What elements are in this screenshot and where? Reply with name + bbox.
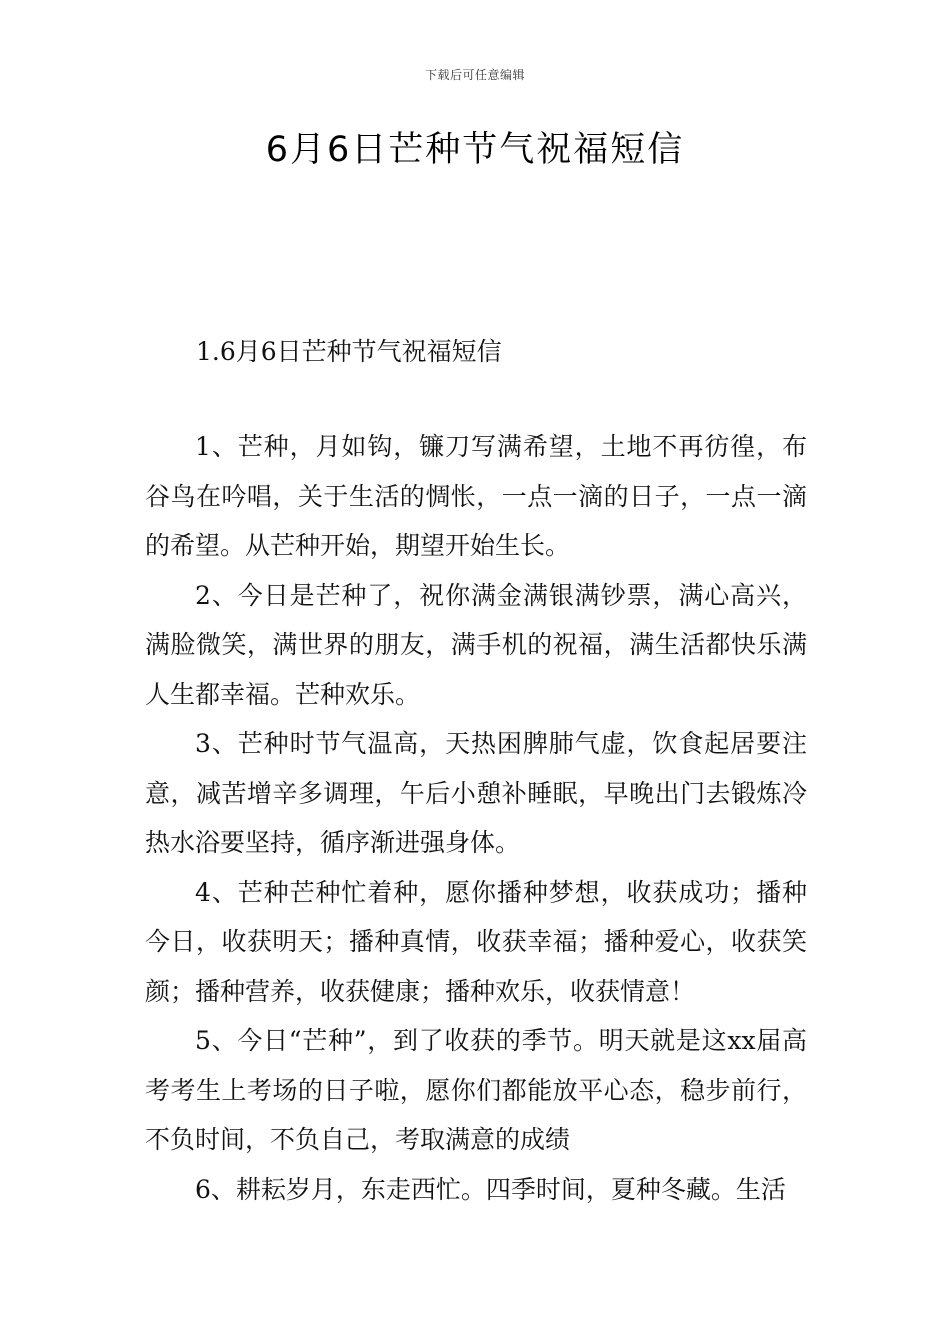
- section-heading: 1.6月6日芒种节气祝福短信: [196, 337, 502, 366]
- paragraph-5: 5、今日“芒种”，到了收获的季节。明天就是这xx届高考考生上考场的日子啦，愿你们都能放平心态，稳步前行，不负时间，不负自己，考取满意的成绩: [145, 1026, 807, 1154]
- paragraph-3: 3、芒种时节气温高，天热困脾肺气虚，饮食起居要注意，减苦增辛多调理，午后小憩补睡眠，早晚出门去锻炼冷热水浴要坚持，循序渐进强身体。: [145, 729, 807, 857]
- body-text: [145, 422, 807, 1214]
- paragraph-4: 4、芒种芒种忙着种，愿你播种梦想，收获成功；播种今日，收获明天；播种真情，收获幸福；播种爱心，收获笑颜；播种营养，收获健康；播种欢乐，收获情意！: [145, 877, 807, 1006]
- header-note: 下载后可任意编辑: [424, 68, 525, 82]
- paragraph-1: 1、芒种，月如钩，镰刀写满希望，土地不再彷徨，布谷鸟在吟唱，关于生活的惆怅，一点一滴的日子，一点一滴的希望。从芒种开始，期望开始生长。: [145, 432, 807, 560]
- paragraph-6: 6、耕耘岁月，东走西忙。四季时间，夏种冬藏。生活: [195, 1174, 786, 1204]
- document-title: 6月6日芒种节气祝福短信: [265, 130, 685, 170]
- paragraph-2: 2、今日是芒种了，祝你满金满银满钞票，满心高兴，满脸微笑，满世界的朋友，满手机的祝福，满生活都快乐满人生都幸福。芒种欢乐。: [145, 580, 807, 709]
